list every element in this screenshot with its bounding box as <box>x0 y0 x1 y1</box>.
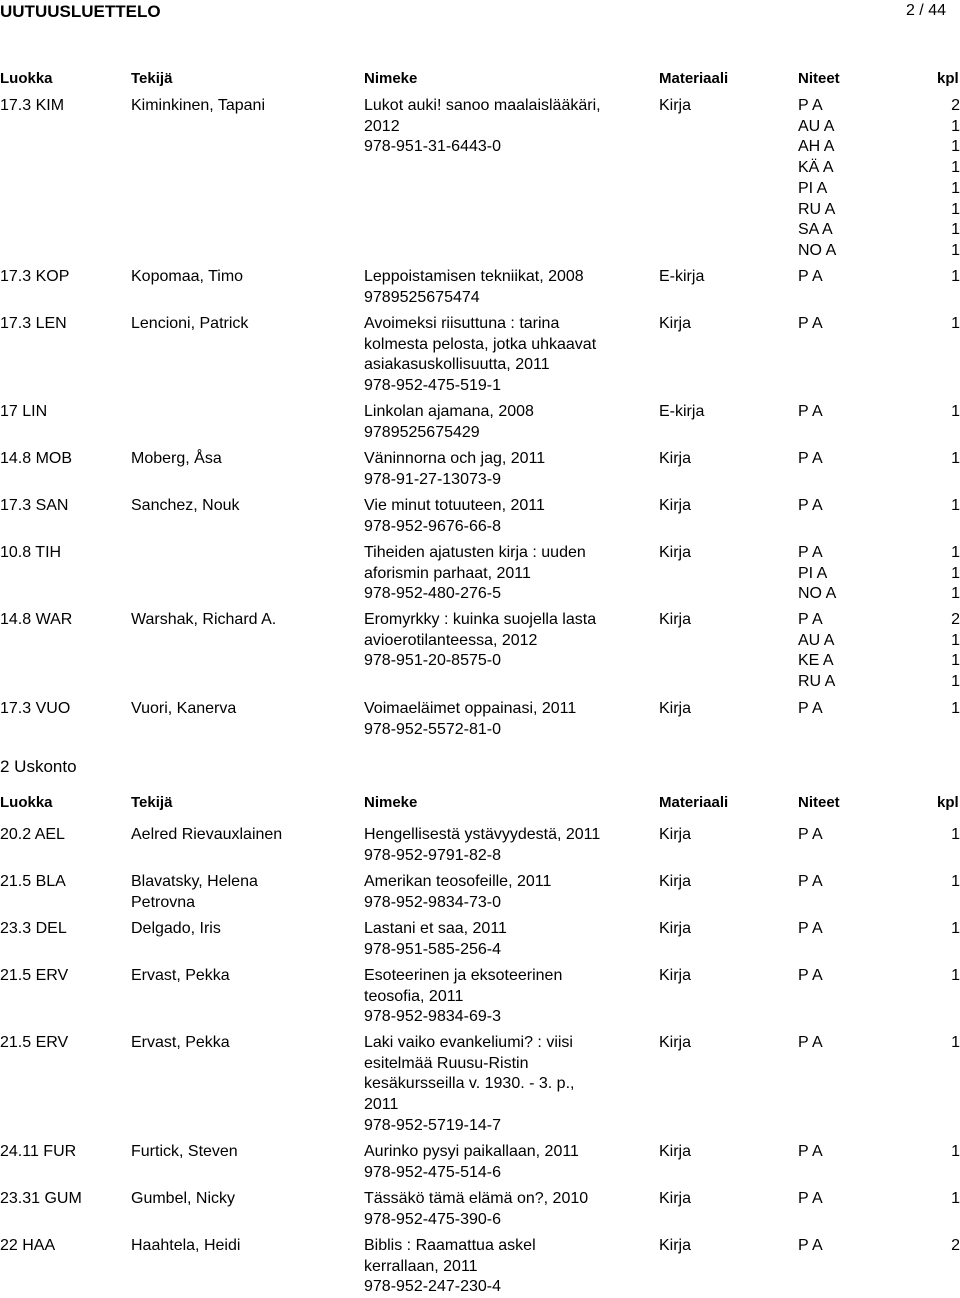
niteet-location: P A <box>798 920 823 937</box>
niteet-line <box>798 137 960 158</box>
materiaali-cell: Kirja <box>659 700 692 717</box>
nimeke-line: 978-952-9834-69-3 <box>364 1008 501 1026</box>
nimeke-cell <box>364 1189 649 1230</box>
nimeke-line: 978-952-475-514-6 <box>364 1163 501 1181</box>
nimeke-line: Aurinko pysyi paikallaan, 2011 <box>364 1143 579 1160</box>
luokka-cell: 20.2 AEL <box>0 826 65 843</box>
niteet-cell <box>798 919 960 940</box>
column-header-luokka: Luokka <box>0 70 53 87</box>
nimeke-line: kolmesta pelosta, jotka uhkaavat <box>364 335 597 353</box>
niteet-location: P A <box>798 873 823 890</box>
materiaali-cell: Kirja <box>659 967 692 984</box>
niteet-location: P A <box>798 611 823 628</box>
niteet-location: SA A <box>798 221 833 239</box>
kpl-count: 1 <box>951 179 960 197</box>
niteet-location: P A <box>798 497 823 514</box>
nimeke-line: Avoimeksi riisuttuna : tarina <box>364 315 560 332</box>
niteet-cell <box>798 543 960 605</box>
niteet-line <box>798 564 960 585</box>
niteet-cell <box>798 825 960 846</box>
tekija-cell <box>131 314 356 335</box>
nimeke-line: Hengellisestä ystävyydestä, 2011 <box>364 826 601 843</box>
materiaali-cell: Kirja <box>659 1237 692 1254</box>
column-header-row-2 <box>0 794 960 816</box>
nimeke-line: teosofia, 2011 <box>364 987 464 1005</box>
niteet-cell <box>798 96 960 262</box>
kpl-count: 1 <box>951 315 960 332</box>
tekija-cell <box>131 610 356 631</box>
tekija-cell <box>131 966 356 987</box>
column-header-luokka: Luokka <box>0 794 53 811</box>
kpl-count: 1 <box>951 117 960 135</box>
tekija-cell <box>131 267 356 288</box>
materiaali-cell: Kirja <box>659 450 692 467</box>
column-header-nimeke: Nimeke <box>364 70 418 87</box>
luokka-cell: 17.3 KIM <box>0 97 65 114</box>
niteet-line <box>798 496 960 517</box>
nimeke-cell <box>364 1033 649 1137</box>
kpl-count: 1 <box>951 700 960 717</box>
kpl-count: 1 <box>951 241 960 259</box>
tekija-cell <box>131 449 356 470</box>
nimeke-line: kerrallaan, 2011 <box>364 1257 478 1275</box>
niteet-line <box>798 158 960 179</box>
page-number: 2 / 44 <box>905 2 946 19</box>
column-header-kpl: kpl <box>937 794 959 811</box>
nimeke-line: 978-952-475-390-6 <box>364 1210 501 1228</box>
nimeke-line: Eromyrkky : kuinka suojella lasta <box>364 611 597 628</box>
column-header-materiaali: Materiaali <box>659 70 729 87</box>
niteet-line <box>798 179 960 200</box>
column-header-tekija: Tekijä <box>131 794 173 811</box>
niteet-cell <box>798 314 960 335</box>
materiaali-cell: Kirja <box>659 826 692 843</box>
tekija-cell <box>131 1189 356 1210</box>
nimeke-line: Biblis : Raamattua askel <box>364 1237 536 1254</box>
kpl-count: 1 <box>951 544 960 561</box>
niteet-location: P A <box>798 1190 823 1207</box>
niteet-location: AU A <box>798 631 835 649</box>
nimeke-line: Amerikan teosofeille, 2011 <box>364 873 552 890</box>
luokka-cell: 21.5 ERV <box>0 1034 69 1051</box>
niteet-line <box>798 1236 960 1257</box>
materiaali-cell: E-kirja <box>659 268 705 285</box>
nimeke-cell <box>364 1236 649 1298</box>
tekija-line: Delgado, Iris <box>131 920 221 937</box>
niteet-line <box>798 117 960 138</box>
materiaali-cell: E-kirja <box>659 403 705 420</box>
niteet-location: AU A <box>798 117 835 135</box>
nimeke-line: 978-952-480-276-5 <box>364 585 501 603</box>
luokka-cell: 21.5 BLA <box>0 873 66 890</box>
nimeke-line: 978-952-475-519-1 <box>364 377 501 395</box>
nimeke-line: Laki vaiko evankeliumi? : viisi <box>364 1034 573 1051</box>
niteet-line <box>798 584 960 605</box>
nimeke-cell <box>364 96 649 158</box>
niteet-line <box>798 610 960 631</box>
niteet-cell <box>798 1142 960 1163</box>
tekija-line: Gumbel, Nicky <box>131 1190 236 1207</box>
niteet-cell <box>798 1236 960 1257</box>
niteet-line <box>798 402 960 423</box>
luokka-cell: 17.3 VUO <box>0 700 71 717</box>
nimeke-line: aforismin parhaat, 2011 <box>364 564 531 582</box>
kpl-count: 1 <box>951 564 960 582</box>
niteet-location: P A <box>798 1034 823 1051</box>
luokka-cell: 14.8 MOB <box>0 450 73 467</box>
kpl-count: 1 <box>951 585 960 603</box>
niteet-line <box>798 241 960 262</box>
nimeke-line: Esoteerinen ja eksoteerinen <box>364 967 563 984</box>
column-header-materiaali: Materiaali <box>659 794 729 811</box>
materiaali-cell: Kirja <box>659 544 692 561</box>
niteet-cell <box>798 496 960 517</box>
luokka-cell: 17.3 KOP <box>0 268 70 285</box>
kpl-count: 1 <box>951 1190 960 1207</box>
column-header-row <box>0 70 960 92</box>
luokka-cell: 17.3 SAN <box>0 497 69 514</box>
niteet-line <box>798 1189 960 1210</box>
nimeke-cell <box>364 267 649 308</box>
niteet-line <box>798 1033 960 1054</box>
nimeke-line: 9789525675429 <box>364 423 480 441</box>
luokka-cell: 14.8 WAR <box>0 611 73 628</box>
kpl-count: 1 <box>951 221 960 239</box>
kpl-count: 1 <box>951 138 960 156</box>
tekija-line: Blavatsky, Helena <box>131 873 258 890</box>
nimeke-line: 978-952-9834-73-0 <box>364 893 501 911</box>
niteet-line <box>798 220 960 241</box>
nimeke-line: avioerotilanteessa, 2012 <box>364 631 538 649</box>
column-header-nimeke: Nimeke <box>364 794 418 811</box>
nimeke-line: 978-952-9791-82-8 <box>364 846 501 864</box>
nimeke-line: Vie minut totuuteen, 2011 <box>364 497 545 514</box>
nimeke-line: Väninnorna och jag, 2011 <box>364 450 546 467</box>
kpl-count: 1 <box>951 159 960 177</box>
kpl-count: 2 <box>951 1237 960 1254</box>
niteet-cell <box>798 872 960 893</box>
tekija-cell <box>131 872 356 913</box>
tekija-line: Haahtela, Heidi <box>131 1237 241 1254</box>
niteet-location: P A <box>798 700 823 717</box>
tekija-cell <box>131 699 356 720</box>
niteet-location: RU A <box>798 200 836 218</box>
nimeke-line: esitelmää Ruusu-Ristin <box>364 1054 529 1072</box>
niteet-line <box>798 267 960 288</box>
niteet-location: PI A <box>798 564 828 582</box>
column-header-niteet: Niteet <box>798 70 840 87</box>
niteet-line <box>798 449 960 470</box>
niteet-cell <box>798 699 960 720</box>
niteet-cell <box>798 267 960 288</box>
tekija-cell <box>131 496 356 517</box>
nimeke-line: 978-952-5572-81-0 <box>364 720 501 738</box>
tekija-line: Ervast, Pekka <box>131 967 230 984</box>
niteet-location: P A <box>798 450 823 467</box>
luokka-cell: 21.5 ERV <box>0 967 69 984</box>
nimeke-cell <box>364 449 649 490</box>
niteet-location: P A <box>798 315 823 332</box>
niteet-location: NO A <box>798 241 837 259</box>
niteet-location: PI A <box>798 179 828 197</box>
kpl-count: 1 <box>951 873 960 890</box>
tekija-line: Aelred Rievauxlainen <box>131 826 283 843</box>
niteet-location: P A <box>798 544 823 561</box>
niteet-location: NO A <box>798 585 837 603</box>
luokka-cell: 23.31 GUM <box>0 1190 82 1207</box>
nimeke-line: 9789525675474 <box>364 288 480 306</box>
nimeke-line: Tässäkö tämä elämä on?, 2010 <box>364 1190 589 1207</box>
nimeke-cell <box>364 610 649 672</box>
niteet-location: P A <box>798 1143 823 1160</box>
nimeke-cell <box>364 966 649 1028</box>
materiaali-cell: Kirja <box>659 1034 692 1051</box>
materiaali-cell: Kirja <box>659 97 692 114</box>
niteet-cell <box>798 966 960 987</box>
materiaali-cell: Kirja <box>659 1143 692 1160</box>
tekija-line: Moberg, Åsa <box>131 450 222 467</box>
nimeke-line: 2012 <box>364 117 400 135</box>
niteet-line <box>798 966 960 987</box>
luokka-cell: 10.8 TIH <box>0 544 62 561</box>
niteet-location: P A <box>798 268 823 285</box>
luokka-cell: 22 HAA <box>0 1237 56 1254</box>
nimeke-cell <box>364 872 649 913</box>
nimeke-line: 978-952-5719-14-7 <box>364 1116 501 1134</box>
luokka-cell: 17 LIN <box>0 403 48 420</box>
kpl-count: 1 <box>951 1143 960 1160</box>
kpl-count: 1 <box>951 673 960 691</box>
materiaali-cell: Kirja <box>659 920 692 937</box>
niteet-location: KE A <box>798 652 834 670</box>
nimeke-line: 978-91-27-13073-9 <box>364 470 501 488</box>
niteet-location: KÄ A <box>798 159 834 177</box>
niteet-line <box>798 314 960 335</box>
luokka-cell: 17.3 LEN <box>0 315 67 332</box>
niteet-line <box>798 672 960 693</box>
kpl-count: 1 <box>951 826 960 843</box>
niteet-line <box>798 1142 960 1163</box>
kpl-count: 1 <box>951 1034 960 1051</box>
niteet-location: P A <box>798 967 823 984</box>
nimeke-cell <box>364 825 649 866</box>
nimeke-cell <box>364 699 649 740</box>
kpl-count: 1 <box>951 920 960 937</box>
nimeke-cell <box>364 314 649 397</box>
niteet-cell <box>798 1189 960 1210</box>
tekija-cell <box>131 1142 356 1163</box>
column-header-kpl: kpl <box>937 70 959 87</box>
tekija-line: Kopomaa, Timo <box>131 268 244 285</box>
kpl-count: 1 <box>951 497 960 514</box>
niteet-cell <box>798 449 960 470</box>
nimeke-line: 2011 <box>364 1096 399 1114</box>
niteet-line <box>798 872 960 893</box>
tekija-cell <box>131 96 356 117</box>
nimeke-cell <box>364 543 649 605</box>
tekija-cell <box>131 919 356 940</box>
kpl-count: 2 <box>951 611 960 628</box>
niteet-line <box>798 543 960 564</box>
niteet-line <box>798 699 960 720</box>
nimeke-line: 978-951-31-6443-0 <box>364 138 501 156</box>
nimeke-line: Tiheiden ajatusten kirja : uuden <box>364 544 586 561</box>
niteet-location: AH A <box>798 138 835 156</box>
materiaali-cell: Kirja <box>659 315 692 332</box>
tekija-line: Kiminkinen, Tapani <box>131 97 266 114</box>
tekija-line: Sanchez, Nouk <box>131 497 240 514</box>
niteet-location: P A <box>798 826 823 843</box>
tekija-line: Lencioni, Patrick <box>131 315 249 332</box>
nimeke-line: Lastani et saa, 2011 <box>364 920 507 937</box>
niteet-location: P A <box>798 403 823 420</box>
niteet-cell <box>798 402 960 423</box>
niteet-cell <box>798 610 960 693</box>
kpl-count: 1 <box>951 652 960 670</box>
column-header-niteet: Niteet <box>798 794 840 811</box>
niteet-line <box>798 96 960 117</box>
materiaali-cell: Kirja <box>659 1190 692 1207</box>
niteet-location: P A <box>798 1237 823 1254</box>
tekija-cell <box>131 1033 356 1054</box>
niteet-line <box>798 200 960 221</box>
kpl-count: 1 <box>951 403 960 420</box>
nimeke-line: Voimaeläimet oppainasi, 2011 <box>364 700 577 717</box>
nimeke-line: 978-951-20-8575-0 <box>364 652 501 670</box>
kpl-count: 1 <box>951 200 960 218</box>
niteet-location: P A <box>798 97 823 114</box>
kpl-count: 1 <box>951 450 960 467</box>
document-title: UUTUUSLUETTELO <box>0 2 161 21</box>
kpl-count: 1 <box>951 268 960 285</box>
nimeke-line: kesäkursseilla v. 1930. - 3. p., <box>364 1075 575 1093</box>
tekija-line: Petrovna <box>131 893 196 911</box>
tekija-line: Warshak, Richard A. <box>131 611 277 628</box>
niteet-location: RU A <box>798 673 836 691</box>
niteet-line <box>798 631 960 652</box>
materiaali-cell: Kirja <box>659 873 692 890</box>
nimeke-cell <box>364 402 649 443</box>
nimeke-line: 978-952-9676-66-8 <box>364 517 501 535</box>
tekija-line: Vuori, Kanerva <box>131 700 237 717</box>
nimeke-line: asiakasuskollisuutta, 2011 <box>364 356 550 374</box>
tekija-line: Furtick, Steven <box>131 1143 238 1160</box>
niteet-line <box>798 651 960 672</box>
tekija-cell <box>131 825 356 846</box>
niteet-line <box>798 825 960 846</box>
kpl-count: 1 <box>951 967 960 984</box>
nimeke-cell <box>364 919 649 960</box>
tekija-line: Ervast, Pekka <box>131 1034 230 1051</box>
materiaali-cell: Kirja <box>659 497 692 514</box>
luokka-cell: 23.3 DEL <box>0 920 67 937</box>
niteet-line <box>798 919 960 940</box>
nimeke-line: Leppoistamisen tekniikat, 2008 <box>364 268 584 285</box>
tekija-cell <box>131 1236 356 1257</box>
nimeke-line: Lukot auki! sanoo maalaislääkäri, <box>364 97 601 114</box>
nimeke-line: Linkolan ajamana, 2008 <box>364 403 534 420</box>
section-heading: 2 Uskonto <box>0 757 77 776</box>
nimeke-line: 978-952-247-230-4 <box>364 1278 501 1296</box>
nimeke-cell <box>364 496 649 537</box>
column-header-tekija: Tekijä <box>131 70 173 87</box>
kpl-count: 2 <box>951 97 960 114</box>
nimeke-line: 978-951-585-256-4 <box>364 940 501 958</box>
kpl-count: 1 <box>951 631 960 649</box>
luokka-cell: 24.11 FUR <box>0 1143 77 1160</box>
niteet-cell <box>798 1033 960 1054</box>
nimeke-cell <box>364 1142 649 1183</box>
materiaali-cell: Kirja <box>659 611 692 628</box>
